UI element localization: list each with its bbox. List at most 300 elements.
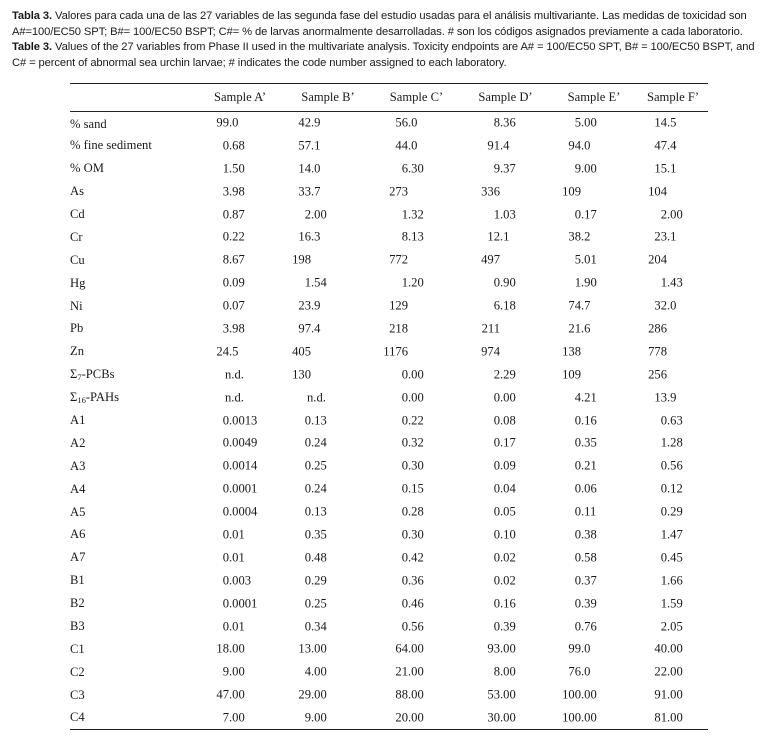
caption-english xyxy=(12,40,764,71)
value-cell xyxy=(638,340,708,363)
cell-value: 1.20 xyxy=(401,275,424,290)
cell-value: 0.0001 xyxy=(222,481,258,496)
variable-cell xyxy=(70,340,196,363)
table-row xyxy=(70,707,708,730)
variable-cell xyxy=(70,226,196,249)
value-cell xyxy=(372,340,461,363)
cell-value: 0.30 xyxy=(401,527,424,542)
variable-cell xyxy=(70,157,196,180)
value-cell xyxy=(461,569,550,592)
cell-value: 0.68 xyxy=(222,138,245,153)
variable-label: C2 xyxy=(70,664,85,679)
value-cell xyxy=(461,409,550,432)
cell-value: 974 xyxy=(481,344,500,359)
value-cell xyxy=(372,249,461,272)
cell-value: 16.3 xyxy=(298,229,321,244)
table-row xyxy=(70,638,708,661)
cell-value: 778 xyxy=(648,344,667,359)
value-cell xyxy=(284,524,372,547)
variable-cell xyxy=(70,249,196,272)
value-cell xyxy=(461,180,550,203)
cell-value: 5.01 xyxy=(574,252,597,267)
cell-value: 15.1 xyxy=(654,161,677,176)
value-cell xyxy=(196,478,284,501)
cell-value: 18.00 xyxy=(216,641,245,656)
cell-value: 0.24 xyxy=(304,435,327,450)
cell-value: 204 xyxy=(648,252,667,267)
cell-value: 30.00 xyxy=(487,710,516,725)
value-cell xyxy=(284,318,372,341)
header-sample-2: Sample B’ xyxy=(284,84,372,112)
cell-value: 81.00 xyxy=(654,710,683,725)
variable-cell xyxy=(70,592,196,615)
value-cell xyxy=(638,615,708,638)
cell-value: 1.28 xyxy=(660,435,683,450)
value-cell xyxy=(550,295,638,318)
value-cell xyxy=(461,524,550,547)
caption-english-label: Table 3. xyxy=(12,41,53,54)
value-cell xyxy=(284,134,372,157)
value-cell xyxy=(550,524,638,547)
cell-value: 0.08 xyxy=(493,413,516,428)
value-cell xyxy=(461,112,550,135)
variable-cell xyxy=(70,707,196,730)
value-cell xyxy=(372,501,461,524)
variable-label: % sand xyxy=(70,117,107,132)
table-body xyxy=(70,112,708,730)
cell-value: 93.00 xyxy=(487,641,516,656)
variable-cell xyxy=(70,432,196,455)
value-cell xyxy=(284,363,372,386)
value-cell xyxy=(550,112,638,135)
cell-value: 0.13 xyxy=(304,504,327,519)
cell-value: 100.00 xyxy=(562,710,597,725)
value-cell xyxy=(461,386,550,409)
variable-label: B1 xyxy=(70,573,85,588)
value-cell xyxy=(284,478,372,501)
cell-value: 0.35 xyxy=(304,527,327,542)
cell-value: 0.22 xyxy=(401,413,424,428)
value-cell xyxy=(638,684,708,707)
variable-label: A1 xyxy=(70,413,86,428)
variable-cell xyxy=(70,501,196,524)
value-cell xyxy=(638,432,708,455)
cell-value: 0.003 xyxy=(222,573,252,588)
variable-cell xyxy=(70,272,196,295)
value-cell xyxy=(550,318,638,341)
cell-value: 14.5 xyxy=(654,115,677,130)
cell-value: 0.21 xyxy=(574,458,597,473)
cell-value: 0.0013 xyxy=(222,413,258,428)
cell-value: 42.9 xyxy=(298,115,321,130)
caption-english-text: Values of the 27 variables from Phase II used in the multivariate analysis. Toxicity endpoints are A# = 100/EC50 SPT, B# = 100/EC50 BSPT, and C# = percent of abnormal sea urchin larvae; # indicates the code number assigned to each laboratory. xyxy=(12,41,755,69)
cell-value: 0.11 xyxy=(574,504,597,519)
cell-value: 0.34 xyxy=(304,619,327,634)
table-row xyxy=(70,524,708,547)
cell-value: 0.28 xyxy=(401,504,424,519)
value-cell xyxy=(372,363,461,386)
value-cell xyxy=(284,684,372,707)
value-cell xyxy=(284,249,372,272)
cell-value: n.d. xyxy=(225,390,244,405)
value-cell xyxy=(638,318,708,341)
value-cell xyxy=(461,638,550,661)
value-cell xyxy=(550,180,638,203)
value-cell xyxy=(284,661,372,684)
cell-value: 0.42 xyxy=(401,550,424,565)
variable-label: Ni xyxy=(70,298,83,313)
value-cell xyxy=(284,707,372,730)
cell-value: 109 xyxy=(562,367,581,382)
cell-value: 1176 xyxy=(383,344,408,359)
table-row xyxy=(70,501,708,524)
variable-cell xyxy=(70,546,196,569)
table-header xyxy=(70,84,708,112)
value-cell xyxy=(372,707,461,730)
value-cell xyxy=(550,249,638,272)
table-row xyxy=(70,386,708,409)
value-cell xyxy=(638,478,708,501)
cell-value: 99.0 xyxy=(216,115,239,130)
value-cell xyxy=(284,203,372,226)
variable-cell xyxy=(70,318,196,341)
value-cell xyxy=(372,455,461,478)
variable-label: As xyxy=(70,184,84,199)
value-cell xyxy=(196,203,284,226)
value-cell xyxy=(372,478,461,501)
cell-value: 405 xyxy=(292,344,311,359)
value-cell xyxy=(284,180,372,203)
cell-value: 8.13 xyxy=(401,229,424,244)
value-cell xyxy=(461,592,550,615)
value-cell xyxy=(461,157,550,180)
cell-value: 0.00 xyxy=(401,390,424,405)
variable-label: Cu xyxy=(70,252,85,267)
value-cell xyxy=(550,707,638,730)
cell-value: 109 xyxy=(562,184,581,199)
value-cell xyxy=(461,432,550,455)
header-sample-4: Sample D’ xyxy=(461,84,550,112)
cell-value: 198 xyxy=(292,252,311,267)
cell-value: 88.00 xyxy=(395,687,424,702)
variable-cell xyxy=(70,684,196,707)
cell-value: 3.98 xyxy=(222,184,245,199)
variable-subscript: 7 xyxy=(77,372,82,383)
cell-value: 0.01 xyxy=(222,550,245,565)
value-cell xyxy=(550,363,638,386)
cell-value: 12.1 xyxy=(487,229,510,244)
value-cell xyxy=(284,112,372,135)
value-cell xyxy=(638,180,708,203)
cell-value: 7.00 xyxy=(222,710,245,725)
cell-value: 0.12 xyxy=(660,481,683,496)
value-cell xyxy=(461,340,550,363)
cell-value: 772 xyxy=(389,252,408,267)
value-cell xyxy=(284,295,372,318)
value-cell xyxy=(372,180,461,203)
value-cell xyxy=(638,112,708,135)
value-cell xyxy=(550,546,638,569)
value-cell xyxy=(638,592,708,615)
variable-cell xyxy=(70,638,196,661)
header-variable xyxy=(70,84,196,112)
table-row xyxy=(70,432,708,455)
cell-value: 218 xyxy=(389,321,408,336)
variable-cell xyxy=(70,203,196,226)
value-cell xyxy=(638,363,708,386)
cell-value: 91.4 xyxy=(487,138,510,153)
cell-value: 9.00 xyxy=(304,710,327,725)
value-cell xyxy=(196,707,284,730)
value-cell xyxy=(550,638,638,661)
cell-value: 47.00 xyxy=(216,687,245,702)
cell-value: 0.63 xyxy=(660,413,683,428)
cell-value: 23.1 xyxy=(654,229,677,244)
value-cell xyxy=(461,661,550,684)
cell-value: 129 xyxy=(389,298,408,313)
cell-value: 97.4 xyxy=(298,321,321,336)
cell-value: 9.00 xyxy=(222,664,245,679)
cell-value: 256 xyxy=(648,367,667,382)
value-cell xyxy=(284,615,372,638)
value-cell xyxy=(550,455,638,478)
value-cell xyxy=(284,386,372,409)
value-cell xyxy=(638,524,708,547)
value-cell xyxy=(638,203,708,226)
cell-value: 1.03 xyxy=(493,207,516,221)
cell-value: 0.16 xyxy=(574,413,597,428)
value-cell xyxy=(372,134,461,157)
cell-value: 0.16 xyxy=(493,596,516,611)
cell-value: 5.00 xyxy=(574,115,597,130)
cell-value: 40.00 xyxy=(654,641,683,656)
variable-cell xyxy=(70,569,196,592)
cell-value: 0.39 xyxy=(574,596,597,611)
table-row xyxy=(70,409,708,432)
value-cell xyxy=(638,409,708,432)
value-cell xyxy=(372,638,461,661)
caption-spanish xyxy=(12,9,764,40)
cell-value: 138 xyxy=(562,344,581,359)
value-cell xyxy=(196,386,284,409)
table-row xyxy=(70,180,708,203)
table-row xyxy=(70,226,708,249)
variable-cell xyxy=(70,363,196,386)
cell-value: 4.21 xyxy=(574,390,597,405)
cell-value: 1.32 xyxy=(401,207,424,221)
cell-value: 0.56 xyxy=(660,458,683,473)
value-cell xyxy=(372,661,461,684)
value-cell xyxy=(372,272,461,295)
cell-value: 0.02 xyxy=(493,573,516,588)
value-cell xyxy=(550,501,638,524)
cell-value: n.d. xyxy=(307,390,326,405)
cell-value: 273 xyxy=(389,184,408,199)
value-cell xyxy=(196,249,284,272)
cell-value: 9.00 xyxy=(574,161,597,176)
value-cell xyxy=(638,249,708,272)
value-cell xyxy=(638,157,708,180)
value-cell xyxy=(550,684,638,707)
value-cell xyxy=(284,226,372,249)
cell-value: 13.00 xyxy=(298,641,327,656)
cell-value: 8.00 xyxy=(493,664,516,679)
value-cell xyxy=(284,592,372,615)
variable-suffix: -PAHs xyxy=(85,390,119,405)
table-row xyxy=(70,569,708,592)
value-cell xyxy=(372,546,461,569)
cell-value: 1.50 xyxy=(222,161,245,176)
cell-value: 22.00 xyxy=(654,664,683,679)
cell-value: 0.0004 xyxy=(222,504,258,519)
cell-value: 23.9 xyxy=(298,298,321,313)
value-cell xyxy=(550,661,638,684)
value-cell xyxy=(196,180,284,203)
variable-cell xyxy=(70,615,196,638)
cell-value: 0.37 xyxy=(574,573,597,588)
cell-value: 56.0 xyxy=(395,115,418,130)
value-cell xyxy=(372,524,461,547)
cell-value: 99.0 xyxy=(568,641,591,656)
table-row xyxy=(70,295,708,318)
value-cell xyxy=(196,432,284,455)
variable-label: C4 xyxy=(70,710,85,725)
value-cell xyxy=(461,501,550,524)
value-cell xyxy=(638,661,708,684)
cell-value: 2.05 xyxy=(660,619,683,634)
cell-value: 21.6 xyxy=(568,321,591,336)
table-row xyxy=(70,684,708,707)
value-cell xyxy=(196,340,284,363)
value-cell xyxy=(284,569,372,592)
value-cell xyxy=(550,615,638,638)
cell-value: 20.00 xyxy=(395,710,424,725)
cell-value: 1.90 xyxy=(574,275,597,290)
cell-value: 0.39 xyxy=(493,619,516,634)
value-cell xyxy=(638,226,708,249)
cell-value: 1.47 xyxy=(660,527,683,542)
value-cell xyxy=(196,615,284,638)
cell-value: 0.87 xyxy=(222,207,245,221)
table-row xyxy=(70,615,708,638)
cell-value: 0.00 xyxy=(493,390,516,405)
cell-value: 0.01 xyxy=(222,527,245,542)
variable-label: Cd xyxy=(70,207,85,221)
table-row xyxy=(70,318,708,341)
cell-value: 0.58 xyxy=(574,550,597,565)
value-cell xyxy=(196,409,284,432)
value-cell xyxy=(461,546,550,569)
value-cell xyxy=(284,432,372,455)
value-cell xyxy=(638,295,708,318)
cell-value: 0.05 xyxy=(493,504,516,519)
value-cell xyxy=(284,340,372,363)
caption-spanish-text: Valores para cada una de las 27 variables de las segunda fase del estudio usadas para el análisis multivariante. Las medidas de toxicidad son A#=100/EC50 SPT; B#= 100/EC50 BSPT; C#= % de larvas anormalmente desarrolladas. # son los códigos asignados previamente a cada laboratorio. xyxy=(12,10,747,38)
cell-value: 21.00 xyxy=(395,664,424,679)
cell-value: 76.0 xyxy=(568,664,591,679)
value-cell xyxy=(550,134,638,157)
value-cell xyxy=(550,569,638,592)
value-cell xyxy=(461,134,550,157)
cell-value: 0.25 xyxy=(304,596,327,611)
value-cell xyxy=(196,501,284,524)
cell-value: 14.0 xyxy=(298,161,321,176)
cell-value: 0.48 xyxy=(304,550,327,565)
value-cell xyxy=(461,684,550,707)
variable-label: Hg xyxy=(70,275,86,290)
cell-value: 0.32 xyxy=(401,435,424,450)
cell-value: 2.00 xyxy=(660,207,683,221)
value-cell xyxy=(196,272,284,295)
value-cell xyxy=(461,707,550,730)
value-cell xyxy=(196,546,284,569)
cell-value: 38.2 xyxy=(568,229,591,244)
variable-label: Pb xyxy=(70,321,84,336)
cell-value: 0.0001 xyxy=(222,596,258,611)
variable-label: Σ xyxy=(70,390,78,405)
value-cell xyxy=(372,295,461,318)
value-cell xyxy=(284,638,372,661)
header-sample-3: Sample C’ xyxy=(372,84,461,112)
value-cell xyxy=(196,524,284,547)
cell-value: 9.37 xyxy=(493,161,516,176)
cell-value: 0.35 xyxy=(574,435,597,450)
header-row xyxy=(70,84,708,112)
value-cell xyxy=(284,546,372,569)
cell-value: 0.38 xyxy=(574,527,597,542)
header-sample-6: Sample F’ xyxy=(638,84,708,112)
cell-value: 0.24 xyxy=(304,481,327,496)
cell-value: 13.9 xyxy=(654,390,677,405)
variable-subscript: 16 xyxy=(77,395,86,406)
cell-value: 32.0 xyxy=(654,298,677,313)
value-cell xyxy=(638,134,708,157)
table-row xyxy=(70,363,708,386)
header-sample-1: Sample A’ xyxy=(196,84,284,112)
variable-label: B3 xyxy=(70,619,85,634)
value-cell xyxy=(284,501,372,524)
cell-value: 0.17 xyxy=(493,435,516,450)
value-cell xyxy=(196,295,284,318)
table-row xyxy=(70,546,708,569)
cell-value: 6.30 xyxy=(401,161,424,176)
cell-value: 1.54 xyxy=(304,275,327,290)
cell-value: 2.00 xyxy=(304,207,327,221)
value-cell xyxy=(461,272,550,295)
value-cell xyxy=(196,455,284,478)
variable-label: C3 xyxy=(70,687,85,702)
value-cell xyxy=(550,203,638,226)
cell-value: 0.10 xyxy=(493,527,516,542)
cell-value: 64.00 xyxy=(395,641,424,656)
variable-label: Zn xyxy=(70,344,84,359)
variable-label: A6 xyxy=(70,527,86,542)
table-row xyxy=(70,661,708,684)
value-cell xyxy=(284,455,372,478)
value-cell xyxy=(550,592,638,615)
value-cell xyxy=(372,112,461,135)
cell-value: 1.43 xyxy=(660,275,683,290)
value-cell xyxy=(196,684,284,707)
value-cell xyxy=(461,363,550,386)
table-row xyxy=(70,478,708,501)
value-cell xyxy=(196,638,284,661)
variable-label: A5 xyxy=(70,504,86,519)
cell-value: 53.00 xyxy=(487,687,516,702)
value-cell xyxy=(196,134,284,157)
table-row xyxy=(70,134,708,157)
value-cell xyxy=(461,249,550,272)
